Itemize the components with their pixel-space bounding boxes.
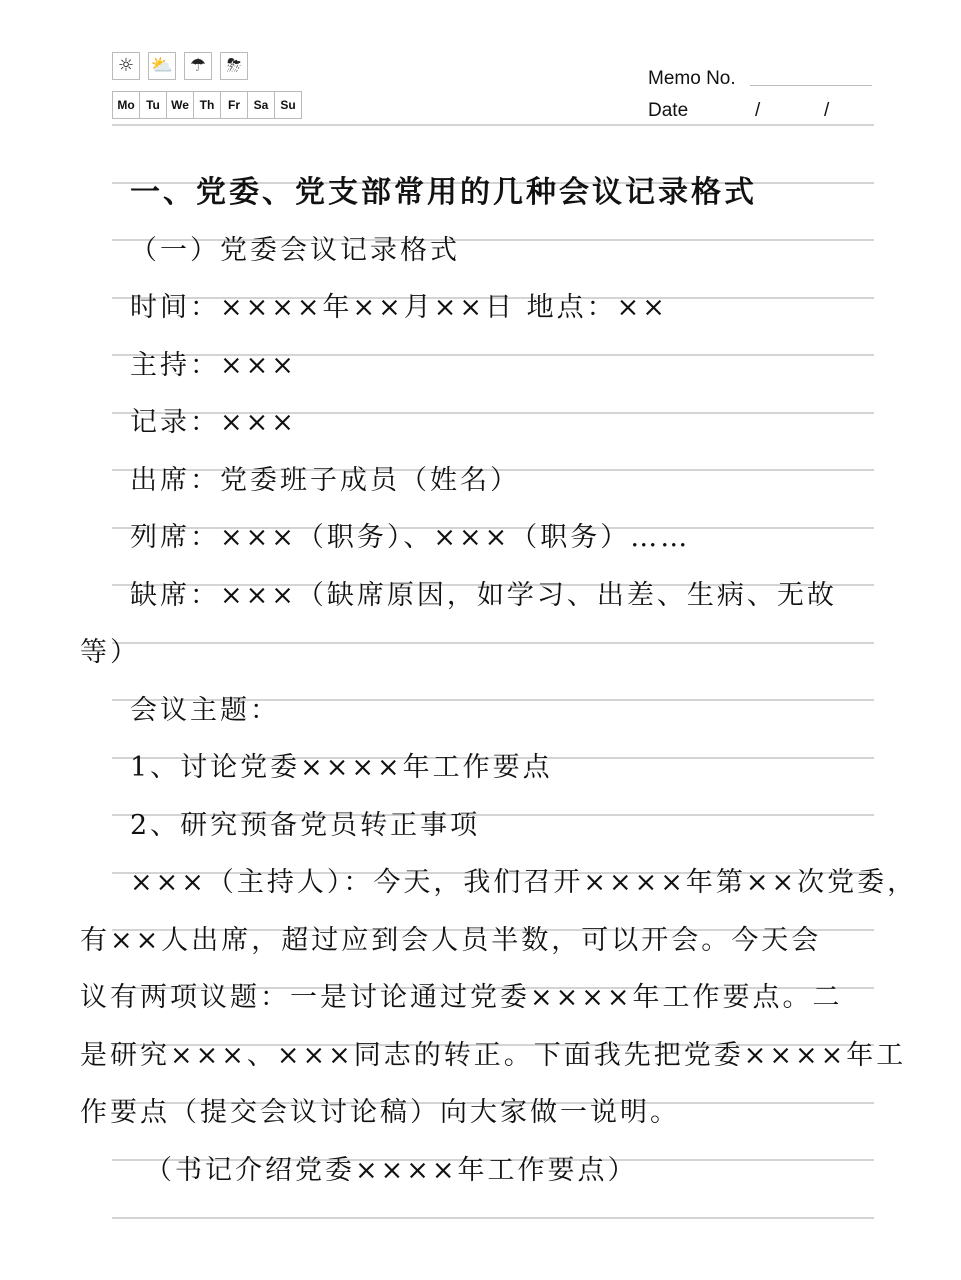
memo-text-line: ×××（主持人）：今天，我们召开××××年第××次党委， bbox=[130, 867, 918, 898]
subsection-heading: （一）党委会议记录格式 bbox=[130, 234, 460, 266]
day-tu[interactable]: Tu bbox=[140, 92, 167, 118]
memo-text-line: 作要点（提交会议讨论稿）向大家做一说明。 bbox=[80, 1097, 680, 1128]
ruled-line bbox=[112, 1217, 874, 1219]
weather-icons bbox=[112, 52, 248, 80]
date-label: Date bbox=[648, 100, 689, 121]
memo-no-label: Memo No. bbox=[648, 68, 736, 89]
date-separator: / bbox=[755, 100, 761, 121]
memo-text-line: 缺席：×××（缺席原因，如学习、出差、生病、无故 bbox=[130, 579, 837, 611]
memo-text-line: 出席：党委班子成员（姓名） bbox=[130, 464, 520, 496]
memo-no-field[interactable] bbox=[750, 85, 872, 86]
partly-cloudy-icon[interactable]: ⛅ bbox=[148, 52, 176, 80]
day-we[interactable]: We bbox=[167, 92, 194, 118]
day-fr[interactable]: Fr bbox=[221, 92, 248, 118]
sunny-icon[interactable]: ☼ bbox=[112, 52, 140, 80]
rain-icon[interactable]: ☂ bbox=[184, 52, 212, 80]
day-sa[interactable]: Sa bbox=[248, 92, 275, 118]
memo-text-line: 时间：××××年××月××日 地点：×× bbox=[130, 292, 668, 323]
day-mo[interactable]: Mo bbox=[113, 92, 140, 118]
day-su[interactable]: Su bbox=[280, 98, 296, 112]
memo-text-line: 有××人出席，超过应到会人员半数，可以开会。今天会 bbox=[80, 924, 822, 956]
section-heading: 一、党委、党支部常用的几种会议记录格式 bbox=[130, 175, 757, 210]
day-th[interactable]: Th bbox=[194, 92, 221, 118]
memo-text-line: （书记介绍党委××××年工作要点） bbox=[145, 1154, 638, 1186]
memo-text-line: 列席：×××（职务）、×××（职务）…… bbox=[130, 522, 691, 553]
ruled-line bbox=[112, 124, 874, 126]
memo-text-line: 1、讨论党委××××年工作要点 bbox=[130, 752, 553, 783]
memo-text-line: 议有两项议题：一是讨论通过党委××××年工作要点。二 bbox=[80, 982, 843, 1013]
date-separator: / bbox=[824, 100, 830, 121]
ruled-line bbox=[112, 642, 874, 644]
memo-text-line: 2、研究预备党员转正事项 bbox=[130, 809, 481, 841]
memo-text-line: 是研究×××、×××同志的转正。下面我先把党委××××年工 bbox=[80, 1039, 907, 1071]
thunderstorm-icon[interactable]: ⛈ bbox=[220, 52, 248, 80]
memo-text-line: 主持：××× bbox=[130, 349, 297, 381]
weekday-selector bbox=[112, 91, 302, 119]
memo-text-line: 等） bbox=[80, 637, 140, 668]
memo-text-line: 记录：××× bbox=[130, 407, 297, 438]
memo-text-line: 会议主题： bbox=[130, 694, 280, 726]
